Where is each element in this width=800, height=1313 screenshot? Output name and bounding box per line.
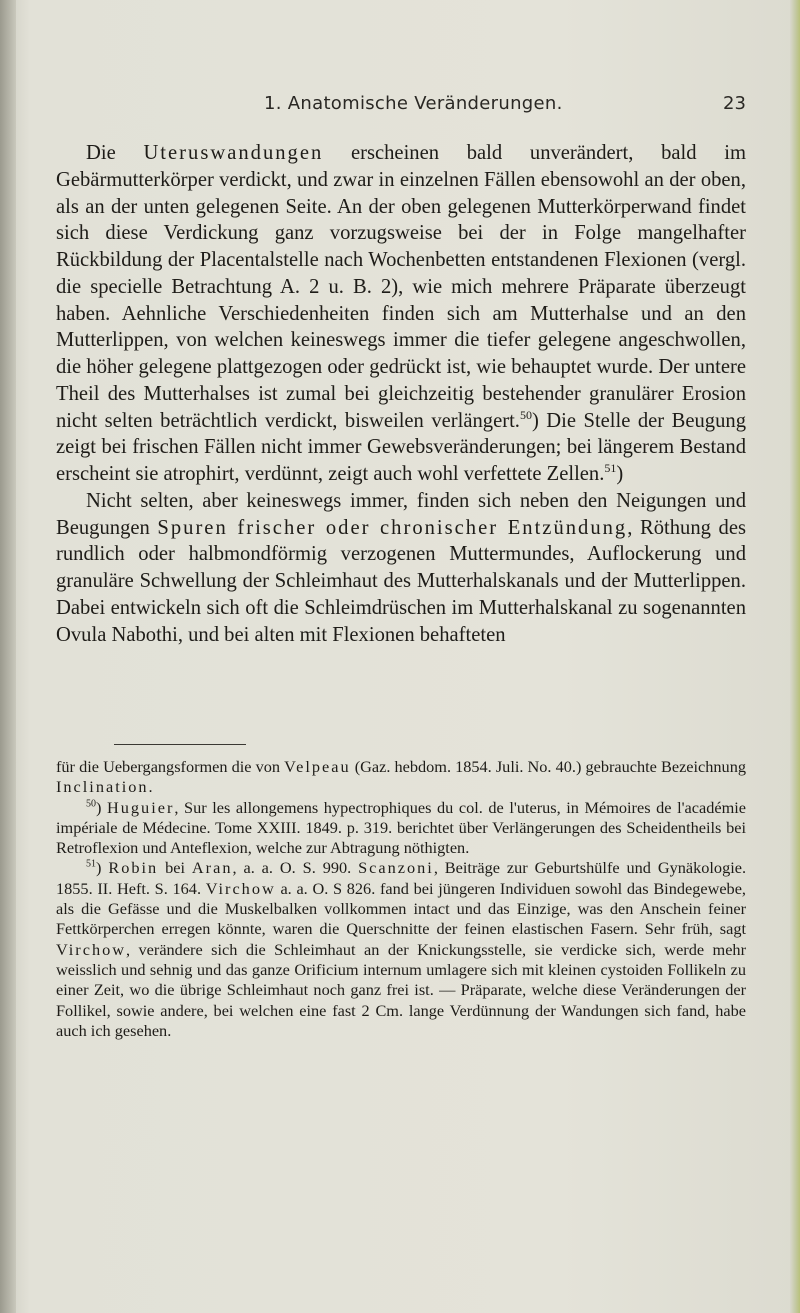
author-name: Velpeau [284,757,351,776]
footnote-divider [114,744,246,745]
footnote-number: 51 [86,859,96,871]
emphasis-spaced: Inclination [56,777,149,797]
text-span: , Röthung des rundlich oder halbmondförmig verzogenen Muttermundes, Auflockerung und granuläre Schwellung der Schleimhaut des Mutterhalskanals und der Mutterlippen. Dabei entwickeln sich oft die Schleimdrüschen im Mutterhalskanal zu sogenannten Ovula Nabothi, und bei alten mit Flexionen behafteten [56,516,746,646]
running-head: 1. Anatomische Veränderungen. [264,93,563,114]
text-span: ) [96,858,109,878]
author-name: Virchow [205,878,276,898]
footnote-51 [56,858,746,1041]
text-span: erscheinen bald unverändert, bald im Gebärmutterkörper verdickt, und zwar in einzelnen Fällen ebensowohl an der oben, als an der unten gelegenen Seite. An der oben gelegenen Mutterkörperwand findet sich diese Verdickung ganz vorzugsweise bei der in Folge mangelhafter Rückbildung der Placentalstelle nach Wochenbetten entstandenen Flexionen (vergl. die specielle Betrachtung A. 2 u. B. 2), wie mich mehrere Präparate überzeugt haben. Aehnliche Verschiedenheiten finden sich am Mutterhalse und an den Mutterlippen, von welchen keineswegs immer die tiefer gelegene angeschwollen, die höher gelegene plattgezogen oder gedrückt ist, wie behauptet wurde. Der untere Theil des Mutterhalses ist zumal bei gleichzeitig bestehender granulärer Erosion nicht selten beträchtlich verdickt, bisweilen verlängert. [56,142,746,432]
paragraph-2 [56,488,746,649]
author-name: Huguier [107,797,175,817]
page-header [0,93,800,123]
text-span: . [148,777,153,797]
author-name: Aran [191,858,233,878]
main-text [56,140,746,648]
paragraph-1 [56,140,746,488]
page-number: 23 [723,93,746,114]
author-name: Robin [108,858,159,878]
book-spine-shadow [0,0,16,1313]
text-span: , Sur les allongemens hypectrophiques du col. de l'uterus, in Mémoires de l'académie impériale de Médecine. Tome XXIII. 1849. p. 319. berichtet über Verlängerungen des Scheidentheils bei Retroflexion und Anteflexion, welche zur Abtragung nöthigten. [56,797,746,858]
text-span: , Beiträge zur Geburtshülfe und Gynäkologie. 1855. II. Heft. S. 164. [56,858,747,898]
footnote-number: 50 [86,798,96,810]
text-span: für die Uebergangsformen die von [56,757,285,776]
text-span: , verändere sich die Schleimhaut an der Knickungsstelle, sie verdicke sich, werde mehr weisslich und sehnig und das ganze Orificium internum umlagere sich mit kleinen cystoiden Follikeln zu einer Zeit, wo die übrige Schleimhaut noch ganz frei ist. — Präparate, welche diese Veränderungen der Follikel, sowie andere, bei welchen eine fast 2 Cm. lange Verdünnung der Wandungen sich fand, habe auch ich gesehen. [56,939,746,1040]
footnotes [56,757,746,1041]
footnote-ref-51[interactable]: 51 [604,461,617,476]
text-span: Die [86,142,144,164]
footnote-ref-50[interactable]: 50 [519,407,532,422]
author-name: Virchow [56,939,126,959]
text-span: ) [96,797,108,817]
text-span: a. a. O. S 826. fand bei jüngeren Individuen sowohl das Bindegewebe, als die Gefässe und die Muskelbalken vollkommen intact und das Einzige, was den Anschein feiner Fettkörperchen erregen könnte, waren die Querschnitte der feinen elastischen Fasern. Sehr früh, sagt [56,878,746,939]
text-span: bei [158,858,192,878]
text-span: ) [616,463,624,485]
page-edge [790,0,800,1313]
text-span: (Gaz. hebdom. 1854. Juli. No. 40.) gebrauchte Bezeichnung [350,757,746,776]
footnote-50 [56,798,746,859]
author-name: Scanzoni [358,858,434,878]
text-span: ) Die Stelle der Beugung zeigt bei frischen Fällen nicht immer Gewebsveränderungen; bei längerem Bestand erscheint sie atrophirt, verdünnt, zeigt auch wohl verfettete Zellen. [56,409,746,485]
text-span: Nicht selten, aber keineswegs immer, finden sich neben den Neigungen und Beugungen [56,489,746,539]
footnote-continuation [56,757,746,798]
emphasis-spaced: Uteruswandungen [143,142,324,164]
emphasis-spaced: Spuren frischer oder chronischer Entzündung [157,516,628,539]
text-span: , a. a. O. S. 990. [232,858,359,878]
